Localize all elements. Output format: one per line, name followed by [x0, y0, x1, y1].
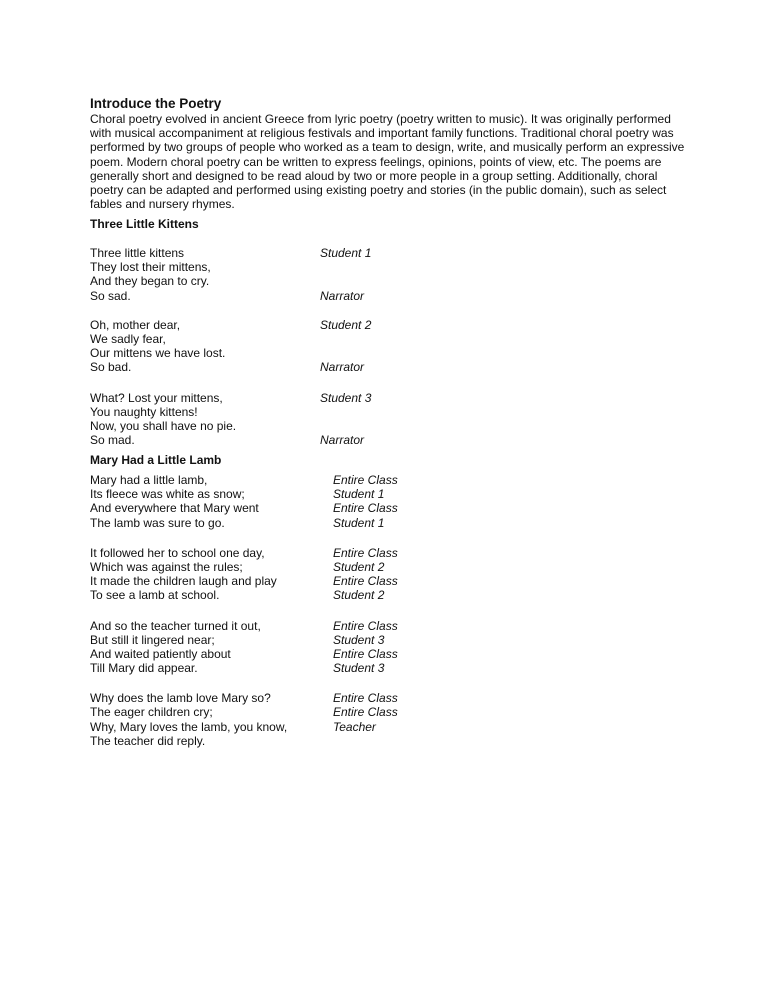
page-heading: Introduce the Poetry [90, 96, 222, 111]
poem-line [90, 332, 236, 346]
poem-line [90, 719, 376, 734]
line-text: The eager children cry; [90, 705, 213, 720]
intro-paragraph: Choral poetry evolved in ancient Greece from lyric poetry (poetry written to music). It was originally performed with musical accompaniment at religious festivals and important family functions. Traditional choral poetry was performed by two groups of people who worked as a team to design, write, and musically perform an expressive poem. Modern choral poetry can be written to express feelings, opinions, points of view, etc. The poems are generally short and designed to be read aloud by two or more people in a group setting. Additionally, choral poetry can be adapted and performed using existing poetry and stories (in the public domain), such as select fables and nursery rhymes. [90, 112, 685, 212]
poem-line [90, 646, 398, 661]
line-role: Student 1 [333, 515, 385, 530]
line-text: And waited patiently about [90, 646, 231, 661]
line-role: Entire Class [333, 646, 398, 661]
stanza [90, 618, 398, 676]
poem-line [90, 588, 385, 603]
line-role: Student 1 [333, 487, 385, 502]
stanza [90, 390, 372, 448]
poem-line [90, 288, 365, 303]
poem-three-little-kittens [90, 217, 372, 448]
line-text: Now, you shall have no pie. [90, 418, 237, 433]
line-text: We sadly fear, [90, 331, 166, 346]
line-role: Narrator [320, 288, 365, 303]
line-role: Student 2 [333, 559, 385, 574]
line-role: Entire Class [333, 473, 398, 487]
poem-line [90, 246, 372, 260]
poem-line [90, 360, 365, 375]
line-role: Student 2 [333, 588, 385, 603]
line-role: Entire Class [333, 545, 398, 560]
poem-line [90, 473, 398, 487]
line-text: Three little kittens [90, 246, 185, 260]
poem-line [90, 545, 398, 560]
line-text: And so the teacher turned it out, [90, 618, 261, 633]
line-role: Student 2 [320, 317, 372, 332]
line-text: So bad. [90, 360, 132, 375]
line-role: Entire Class [333, 691, 398, 706]
line-text: But still it lingered near; [90, 632, 215, 647]
line-text: What? Lost your mittens, [90, 390, 223, 405]
document-page [90, 96, 690, 748]
line-text: It followed her to school one day, [90, 545, 265, 560]
line-text: And they began to cry. [90, 274, 210, 289]
line-text: Mary had a little lamb, [90, 473, 208, 487]
poem-line [90, 501, 398, 516]
poem-line [90, 433, 365, 448]
line-text: Oh, mother dear, [90, 317, 181, 332]
poem-line [90, 419, 236, 433]
poem-line [90, 346, 236, 360]
line-text: They lost their mittens, [90, 260, 211, 275]
poem-line [90, 515, 385, 530]
poem-line [90, 317, 372, 332]
line-role: Narrator [320, 433, 365, 448]
poem-line [90, 390, 372, 405]
stanza [90, 691, 398, 748]
stanza [90, 246, 372, 303]
line-text: And everywhere that Mary went [90, 501, 259, 516]
poem-title: Mary Had a Little Lamb [90, 453, 222, 467]
line-role: Entire Class [333, 705, 398, 720]
poem-line [90, 405, 236, 419]
line-text: Which was against the rules; [90, 559, 243, 574]
line-text: Why, Mary loves the lamb, you know, [90, 719, 288, 734]
poem-line [90, 705, 398, 720]
poem-line [90, 632, 385, 647]
line-text: You naughty kittens! [90, 404, 198, 419]
line-role: Narrator [320, 360, 365, 375]
line-text: Till Mary did appear. [90, 661, 198, 676]
line-text: The teacher did reply. [90, 733, 206, 748]
line-role: Entire Class [333, 501, 398, 516]
poem-line [90, 487, 385, 502]
stanza [90, 317, 372, 375]
line-role: Student 1 [320, 246, 372, 260]
line-text: Our mittens we have lost. [90, 346, 226, 361]
poem-line [90, 618, 398, 633]
line-text: So sad. [90, 288, 131, 303]
poem-line [90, 661, 385, 676]
poem-mary-had-a-little-lamb [90, 453, 398, 748]
poem-line [90, 260, 236, 274]
poem-title: Three Little Kittens [90, 217, 199, 231]
line-role: Entire Class [333, 618, 398, 633]
line-text: Why does the lamb love Mary so? [90, 691, 271, 706]
poem-line [90, 574, 398, 589]
poem-line [90, 691, 398, 706]
line-text: Its fleece was white as snow; [90, 487, 245, 502]
poem-line [90, 274, 236, 288]
stanza [90, 545, 398, 603]
line-text: To see a lamb at school. [90, 588, 220, 603]
line-text: It made the children laugh and play [90, 574, 277, 589]
line-role: Teacher [333, 719, 376, 734]
poem-line [90, 734, 287, 748]
stanza [90, 473, 398, 530]
line-text: The lamb was sure to go. [90, 515, 225, 530]
line-role: Entire Class [333, 574, 398, 589]
line-role: Student 3 [320, 390, 372, 405]
line-role: Student 3 [333, 661, 385, 676]
poem-line [90, 559, 385, 574]
line-text: So mad. [90, 433, 135, 448]
line-role: Student 3 [333, 632, 385, 647]
